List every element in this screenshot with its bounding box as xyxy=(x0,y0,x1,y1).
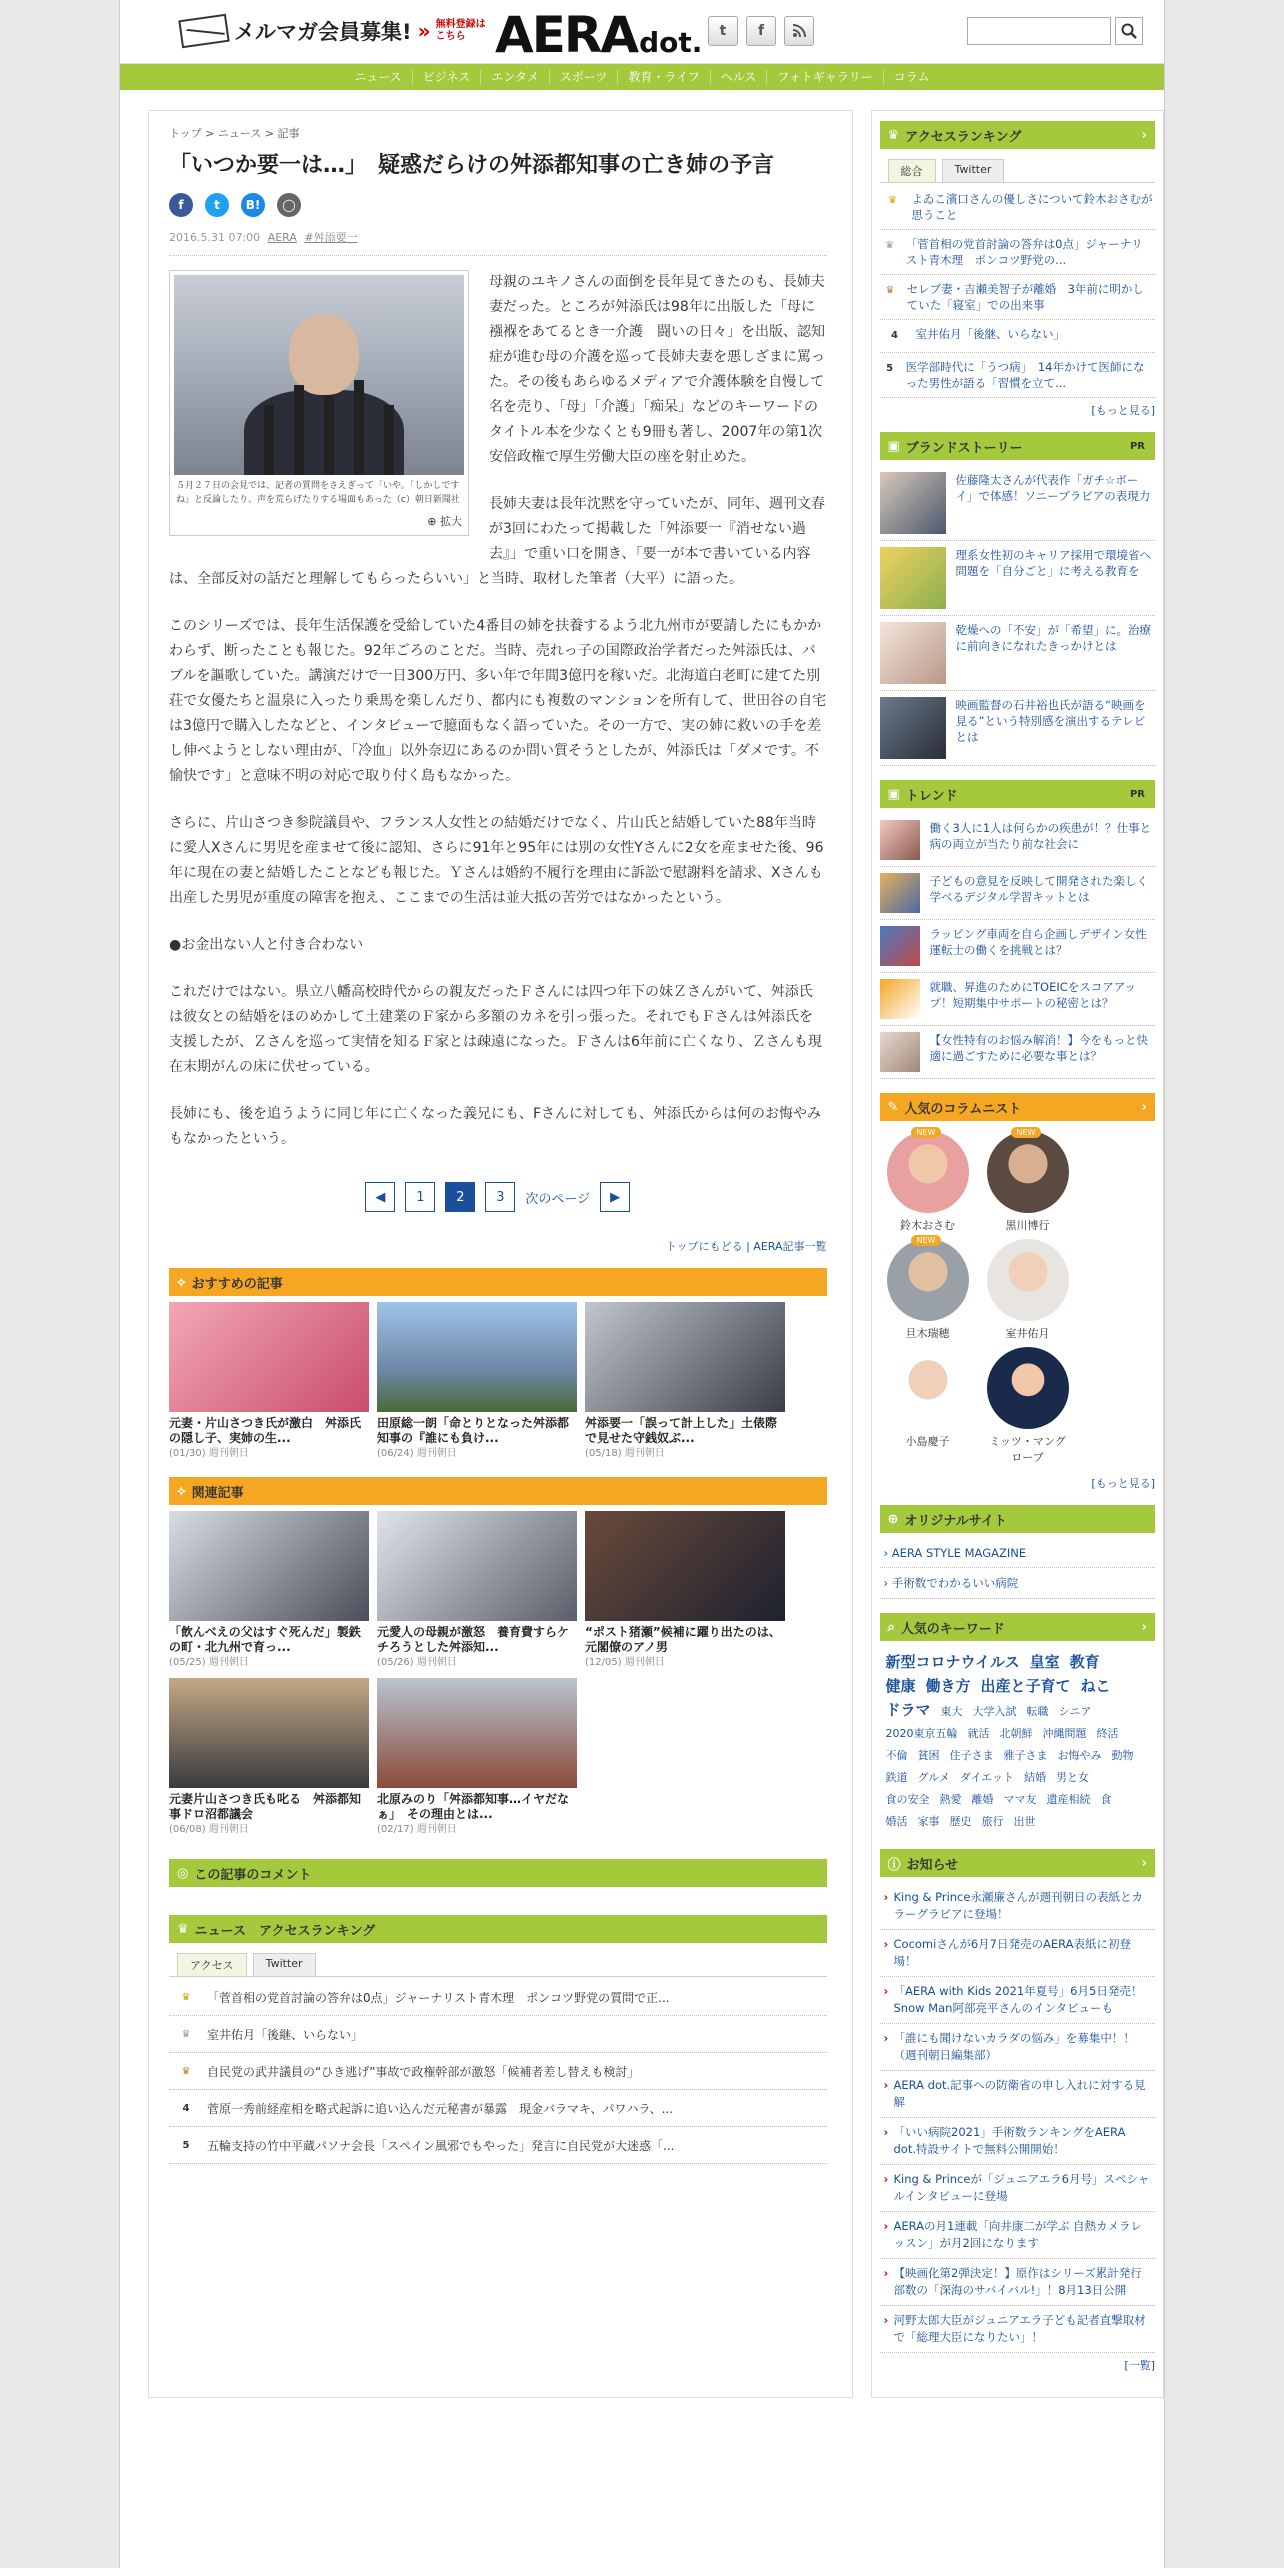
keyword-link[interactable]: 働き方 xyxy=(925,1677,971,1695)
list-item[interactable]: 映画監督の石井裕也氏が語る“映画を見る”という特別感を演出するテレビとは xyxy=(880,691,1156,766)
keyword-link[interactable]: ねこ xyxy=(1080,1677,1111,1695)
page-3[interactable]: 3 xyxy=(485,1182,515,1212)
hatena-share-icon[interactable]: B! xyxy=(241,193,265,217)
twitter-icon[interactable]: t xyxy=(708,16,738,46)
keyword-link[interactable]: ダイエット xyxy=(959,1771,1014,1784)
keyword-link[interactable]: 歴史 xyxy=(949,1815,972,1828)
nav-gallery[interactable]: フォトギャラリー xyxy=(767,70,883,84)
article-title: 「いつか要一は…」 疑惑だらけの舛添都知事の亡き姉の予言 xyxy=(169,153,775,178)
related-card[interactable]: 元愛人の母親が激怒 養育費すらケチろうとした舛添知... (05/26) 週刊朝日 xyxy=(377,1511,577,1670)
nav-business[interactable]: ビジネス xyxy=(413,70,482,84)
recommend-card[interactable]: 舛添要一「誤って計上した」土俵際で見せた守銭奴ぶ... (05/18) 週刊朝日 xyxy=(585,1302,785,1461)
keyword-link[interactable]: 旅行 xyxy=(981,1815,1004,1828)
more-link[interactable]: [もっと見る] xyxy=(1091,404,1155,417)
keyword-link[interactable]: 出産と子育て xyxy=(980,1677,1071,1695)
rank-crown-gold: ♛ xyxy=(887,195,897,206)
nav-entame[interactable]: エンタメ xyxy=(481,70,550,84)
sidebar xyxy=(871,110,1165,2398)
columnist-item[interactable]: NEW 黒川博行 xyxy=(986,1131,1070,1233)
article-paragraph: さらに、片山さつき参院議員や、フランス人女性との結婚だけでなく、片山氏と結婚していた88年当時に愛人Xさんに男児を産ませて後に認知、さらに91年と95年には別の女性Yさんに2女を産ませた後、96年に現在の妻と結婚したことなども報じた。Ｙさんは婚約不履行を理由に訴訟で慰謝料を請求、Xさんも出産した男児が重度の障害を抱え、ここまでの生活は並大抵の苦労ではなかったという。 xyxy=(169,815,824,906)
thumbnail xyxy=(880,820,920,860)
global-nav xyxy=(120,64,1164,90)
mailmag-text: メルマガ会員募集! xyxy=(234,20,412,44)
photo-caption: ５月２７日の会見では、記者の質問をさえぎって「いや。「しかしですね」と反論したり、声を荒らげたりする場面もあった（c）朝日新聞社 xyxy=(176,481,460,505)
keyword-link[interactable]: 北朝鮮 xyxy=(999,1727,1033,1740)
tab-twitter[interactable]: Twitter xyxy=(253,1953,316,1976)
keyword-link[interactable]: 健康 xyxy=(885,1677,916,1695)
thumbnail xyxy=(880,1032,920,1072)
side-ranking-list xyxy=(880,185,1156,398)
tab-twitter[interactable]: Twitter xyxy=(942,159,1005,182)
article-paragraph: 長姉にも、後を追うように同じ年に亡くなった義兄にも、Fさんに対しても、舛添氏からは何のお悔やみもなかったという。 xyxy=(169,1106,822,1147)
related-card[interactable]: 「飲んべえの父はすぐ死んだ」製鉄の町・北九州で育っ... (05/25) 週刊朝日 xyxy=(169,1511,369,1670)
comment-share-icon[interactable]: ◯ xyxy=(277,193,301,217)
recommend-card[interactable]: 元妻・片山さつき氏が激白 舛添氏の隠し子、実姉の生... (01/30) 週刊朝日 xyxy=(169,1302,369,1461)
thumbnail xyxy=(377,1302,577,1412)
keyword-link[interactable]: 動物 xyxy=(1111,1749,1134,1762)
keyword-link[interactable]: 雅子さま xyxy=(1003,1749,1048,1762)
search-input[interactable] xyxy=(967,17,1111,45)
keyword-link[interactable]: 住子さま xyxy=(949,1749,994,1762)
breadcrumb[interactable]: トップ > ニュース > 記事 xyxy=(169,127,300,140)
related-card[interactable]: 北原みのり「舛添都知事…イヤだなぁ」 その理由とは... (02/17) 週刊朝日 xyxy=(377,1678,577,1837)
double-chevron-icon: » xyxy=(417,19,431,43)
avatar xyxy=(987,1347,1069,1429)
keyword-cloud xyxy=(880,1647,1156,1843)
thumbnail xyxy=(880,873,920,913)
news-ranking-list xyxy=(169,1979,827,2164)
article-paragraph: これだけではない。県立八幡高校時代からの親友だったＦさんには四つ年下の妹Ｚさんがいて、舛添氏は彼女との結婚をほのめかして土建業のＦ家から多額のカネを引っ張った。それでもＦさんは舛添氏を支援したが、Ｚさんを巡って実情を知るＦ家とは疎遠になった。Ｆさんは6年前に亡くなり、Ｚさんも現在末期がんの床に伏せっている。 xyxy=(169,984,822,1075)
list-item[interactable]: ラッピング車両を自ら企画しデザイン女性運転士の働くを挑戦とは？ xyxy=(880,920,1156,973)
rss-icon[interactable] xyxy=(784,16,814,46)
thumbnail xyxy=(585,1302,785,1412)
page-1[interactable]: 1 xyxy=(405,1182,435,1212)
keyword-link[interactable]: 結婚 xyxy=(1023,1771,1046,1784)
article-paragraph: このシリーズでは、長年生活保護を受給していた4番目の姉を扶養するよう北九州市が要請したにもかかわらず、断ったことも報じた。92年ごろのことだ。当時、売れっ子の国際政治学者だった舛添氏は、バブルを謳歌していた。講演だけで一日300万円、多い年で年間3億円を稼いだ。北海道白老町に建てた別荘で女優たちと温泉に入ったり乗馬を楽しんだり、都内にも複数のマンションを所有して、世田谷の自宅は3億円で購入したなどと、インタビューで臆面もなく語っていた。その一方で、実の姉に救いの手を差し伸べようとしない理由が、「冷血」以外奈辺にあるのか問い質そうとしたが、舛添氏は「ダメです。不愉快です」と意味不明の対応で取り付く島もなかった。 xyxy=(169,618,827,784)
avatar: NEW xyxy=(987,1131,1069,1213)
news-ranking-header: ♛ ニュース アクセスランキング xyxy=(169,1915,827,1943)
list-item[interactable]: › AERA STYLE MAGAZINE xyxy=(880,1539,1156,1568)
list-item[interactable]: ♛ セレブ妻・吉瀬美智子が離婚 3年前に明かしていた「寝室」での出来事 xyxy=(880,275,1156,320)
envelope-icon xyxy=(178,14,229,48)
avatar: NEW xyxy=(887,1131,969,1213)
keyword-link[interactable]: 教育 xyxy=(1069,1653,1100,1671)
nav-sports[interactable]: スポーツ xyxy=(550,70,619,84)
thumbnail xyxy=(880,697,946,759)
keyword-link[interactable]: 2020東京五輪 xyxy=(885,1727,958,1740)
keyword-link[interactable]: 新型コロナウイルス xyxy=(885,1653,1020,1671)
list-item[interactable]: ♛ 「菅首相の党首討論の答弁は0点」ジャーナリスト青木理 ポンコツ野党の質問で正... xyxy=(169,1979,827,2016)
related-grid xyxy=(169,1511,827,1837)
article-photo[interactable] xyxy=(169,270,469,536)
list-item[interactable]: 働く3人に1人は何らかの疾患が！？仕事と病の両立が当たり前な社会に xyxy=(880,814,1156,867)
article-tag[interactable]: #舛添要一 xyxy=(304,231,358,244)
pagination xyxy=(169,1182,827,1212)
keyword-link[interactable]: 終活 xyxy=(1096,1727,1119,1740)
comments-header: ◎ この記事のコメント xyxy=(169,1859,827,1887)
original-site-header: ⊕ オリジナルサイト xyxy=(880,1505,1156,1533)
list-item[interactable]: › King & Princeが「ジュニアエラ6月号」スペシャルインタビューに登場 xyxy=(880,2165,1156,2212)
site-logo[interactable]: AERA dot. xyxy=(495,6,703,64)
keyword-link[interactable]: グルメ xyxy=(917,1771,950,1784)
thumbnail xyxy=(880,472,946,534)
list-item[interactable]: › Cocomiさんが6月7日発売のAERA表紙に初登場！ xyxy=(880,1930,1156,1977)
list-item[interactable]: ♛ 自民党の武井議員の“ひき逃げ”事故で政権幹部が激怒「候補者差し替えも検討」 xyxy=(169,2053,827,2090)
list-item[interactable]: › 「AERA with Kids 2021年夏号」6月5日発売！Snow Man阿部亮平さんのインタビューも xyxy=(880,1977,1156,2024)
list-item[interactable]: › AERA dot.記事への防衛省の申し入れに対する見解 xyxy=(880,2071,1156,2118)
list-item[interactable]: 佐藤隆太さんが代表作「ガチ☆ボーイ」で体感！ソニーブラビアの表現力 xyxy=(880,466,1156,541)
nav-education[interactable]: 教育・ライフ xyxy=(618,70,710,84)
page xyxy=(119,0,1165,2568)
keyword-link[interactable]: 離婚 xyxy=(971,1793,994,1806)
side-ranking-header[interactable]: ♛ アクセスランキング › xyxy=(880,121,1156,149)
thumbnail xyxy=(585,1511,785,1621)
list-item[interactable]: 子どもの意見を反映して開発された楽しく学べるデジタル学習キットとは xyxy=(880,867,1156,920)
keyword-link[interactable]: 沖縄問題 xyxy=(1042,1727,1087,1740)
recommend-grid xyxy=(169,1302,827,1461)
avatar xyxy=(887,1347,969,1429)
share-buttons xyxy=(169,193,827,217)
list-item[interactable]: 乾燥への「不安」が「希望」に。治療に前向きになれたきっかけとは xyxy=(880,616,1156,691)
article-paragraph: 母親のユキノさんの面倒を長年見てきたのも、長姉夫妻だった。ところが舛添氏は98年に出版した「母に襁褓をあてるとき一介護 闘いの日々」を出版、認知症が進む母の介護を巡って長姉夫妻を悪しざまに罵った。その後もあらゆるメディアで介護体験を自慢して名を売り、「母」「介護」「痴呆」などのキーワードのタイトル本を少なくとも9冊も著し、2007年の第1次安倍政権で厚生労働大臣の座を射止めた。 xyxy=(489,274,825,465)
nav-column[interactable]: コラム xyxy=(893,70,930,84)
thumbnail xyxy=(169,1678,369,1788)
columnist-item[interactable]: 室井佑月 xyxy=(986,1239,1070,1341)
columnist-header[interactable]: ✎ 人気のコラムニスト › xyxy=(880,1093,1156,1121)
mailmag-banner[interactable] xyxy=(180,16,486,46)
columnist-item[interactable]: NEW 旦木瑞穂 xyxy=(886,1239,970,1341)
mailmag-sub: 無料登録は こちら xyxy=(435,19,486,42)
facebook-icon[interactable]: f xyxy=(746,16,776,46)
chevron-right-icon: › xyxy=(1141,1099,1147,1115)
keyword-link[interactable]: ドラマ xyxy=(885,1701,931,1719)
related-card[interactable]: 元妻片山さつき氏も叱る 舛添都知事ドロ沼都議会 (06/08) 週刊朝日 xyxy=(169,1678,369,1837)
back-links[interactable]: トップにもどる | AERA記事一覧 xyxy=(665,1240,827,1253)
thumbnail xyxy=(377,1511,577,1621)
brand-story-list xyxy=(880,466,1163,766)
article-subheading: ●お金出ない人と付き合わない xyxy=(169,937,364,953)
rank-crown-bronze: ♛ xyxy=(181,2065,191,2077)
keyword-link[interactable]: 婚活 xyxy=(885,1815,908,1828)
keyword-link[interactable]: 遺産相続 xyxy=(1046,1793,1091,1806)
page-2[interactable]: 2 xyxy=(445,1182,475,1212)
keyword-link[interactable]: 鉄道 xyxy=(885,1771,908,1784)
keyword-link[interactable]: 食の安全 xyxy=(885,1793,930,1806)
chevron-right-icon: › xyxy=(1141,1855,1147,1871)
keyword-link[interactable]: 東大 xyxy=(940,1705,963,1718)
columnist-item[interactable]: 小島慶子 xyxy=(886,1347,970,1465)
social-links xyxy=(708,16,814,46)
more-link[interactable]: [一覧] xyxy=(1124,2359,1155,2372)
prev-page-button[interactable]: ◀ xyxy=(365,1182,395,1212)
rank-crown-silver: ♛ xyxy=(181,2028,191,2040)
person-icon: ▣ xyxy=(887,438,900,454)
side-ranking-tabs xyxy=(880,155,1156,183)
keyword-link[interactable]: 男と女 xyxy=(1055,1771,1089,1784)
chevron-right-icon: › xyxy=(1141,127,1147,143)
article-meta xyxy=(169,229,827,256)
comment-icon: ◎ xyxy=(177,1865,189,1881)
crown-icon: ♛ xyxy=(887,127,900,143)
keyword-link[interactable]: 出世 xyxy=(1013,1815,1036,1828)
list-item[interactable]: › 河野太郎大臣がジュニアエラ子ども記者直撃取材で「総理大臣になりたい」！ xyxy=(880,2306,1156,2353)
thumbnail xyxy=(880,622,946,684)
keyword-link[interactable]: 皇室 xyxy=(1029,1653,1060,1671)
thumbnail xyxy=(169,1302,369,1412)
columnist-item[interactable]: ミッツ・マングローブ xyxy=(986,1347,1070,1465)
list-item[interactable]: 理系女性初のキャリア採用で環境省へ 問題を「自分ごと」に考える教育を xyxy=(880,541,1156,616)
rank-number: 4 xyxy=(182,2102,190,2114)
article-source[interactable]: AERA xyxy=(267,231,297,244)
search-box xyxy=(967,17,1143,45)
tab-access[interactable]: アクセス xyxy=(177,1953,247,1976)
globe-icon: ⊕ xyxy=(887,1511,899,1527)
rank-number: 5 xyxy=(886,363,894,374)
keyword-link[interactable]: 転職 xyxy=(1026,1705,1049,1718)
main-column xyxy=(148,110,853,2398)
pen-icon: ✎ xyxy=(887,1099,899,1115)
news-ranking-tabs xyxy=(169,1949,827,1977)
share-nodes-icon: ⟡ xyxy=(177,1483,186,1499)
columnist-grid xyxy=(880,1127,1156,1469)
keyword-link[interactable]: 貧困 xyxy=(917,1749,940,1762)
thumbnail xyxy=(880,547,946,609)
list-item[interactable]: › 【映画化第2弾決定！】原作はシリーズ累計発行部数の「深海のサバイバル!」！8月13日公開 xyxy=(880,2259,1156,2306)
rank-crown-bronze: ♛ xyxy=(885,285,895,296)
keyword-link[interactable]: 熱愛 xyxy=(939,1793,962,1806)
keyword-link[interactable]: 食 xyxy=(1100,1793,1112,1806)
nav-news[interactable]: ニュース xyxy=(344,70,412,84)
tab-overall[interactable]: 総合 xyxy=(888,159,936,182)
search-button[interactable] xyxy=(1115,17,1143,45)
facebook-share-icon[interactable]: f xyxy=(169,193,193,217)
list-item[interactable]: 【女性特有のお悩み解消！】今をもっと快適に過ごすために必要な事とは？ xyxy=(880,1026,1156,1079)
next-page-button[interactable]: ▶ xyxy=(600,1182,630,1212)
article-paragraph: 長姉夫妻は長年沈黙を守っていたが、同年、週刊文春が3回にわたって掲載した「舛添要一『消せない過去』」で重い口を開き、「要一が本で書いている内容は、全部反対の話だと理解してもらったらいい」と当時、取材した筆者（大平）に語った。 xyxy=(169,496,825,587)
site-header xyxy=(120,0,1164,64)
keyword-link[interactable]: お悔やみ xyxy=(1057,1749,1102,1762)
recommend-header: ⟡ おすすめの記事 xyxy=(169,1268,827,1296)
list-item[interactable]: › 「いい病院2021」手術数ランキングをAERA dot.特設サイトで無料公開開始！ xyxy=(880,2118,1156,2165)
thumbnail xyxy=(880,926,920,966)
list-item[interactable]: 4 室井佑月「後継、いらない」 xyxy=(880,320,1156,353)
thumbnail xyxy=(169,1511,369,1621)
list-item[interactable]: › 「誰にも聞けないカラダの悩み」を募集中！！（週刊朝日編集部） xyxy=(880,2024,1156,2071)
rank-crown-gold: ♛ xyxy=(181,1991,191,2003)
trend-list xyxy=(880,814,1156,1079)
nav-health[interactable]: ヘルス xyxy=(711,70,768,84)
article-date: 2016.5.31 07:00 xyxy=(169,231,261,244)
share-nodes-icon: ⟡ xyxy=(177,1274,186,1290)
list-item[interactable]: 4 菅原一秀前経産相を略式起訴に追い込んだ元秘書が暴露 現金バラマキ、パワハラ、... xyxy=(169,2090,827,2127)
brand-story-header: ▣ ブランドストーリー PR xyxy=(880,432,1156,460)
search-icon: ⌕ xyxy=(887,1619,895,1635)
rank-crown-silver: ♛ xyxy=(885,240,895,251)
chevron-right-icon: › xyxy=(1141,1619,1147,1635)
list-item[interactable]: › 手術数でわかるいい病院 xyxy=(880,1568,1156,1599)
related-header: ⟡ 関連記事 xyxy=(169,1477,827,1505)
list-item[interactable]: ♛ 室井佑月「後継、いらない」 xyxy=(169,2016,827,2053)
list-item[interactable]: 就職、昇進のためにTOEICをスコアアップ！短期集中サポートの秘密とは？ xyxy=(880,973,1156,1026)
list-item[interactable]: ♛ 「菅首相の党首討論の答弁は0点」ジャーナリスト青木理 ポンコツ野党の... xyxy=(880,230,1156,275)
recommend-card[interactable]: 田原総一朗「命とりとなった舛添都知事の『誰にも負け... (06/24) 週刊朝日 xyxy=(377,1302,577,1461)
notice-list xyxy=(880,1883,1156,2353)
columnist-item[interactable]: NEW 鈴木おさむ xyxy=(886,1131,970,1233)
keyword-link[interactable]: 不倫 xyxy=(885,1749,908,1762)
twitter-share-icon[interactable]: t xyxy=(205,193,229,217)
thumbnail xyxy=(377,1678,577,1788)
rank-number: 4 xyxy=(891,330,898,341)
notice-header[interactable]: ⓘ お知らせ › xyxy=(880,1849,1156,1877)
keyword-link[interactable]: シニア xyxy=(1058,1705,1092,1718)
list-item[interactable]: › King & Prince永瀬廉さんが週刊朝日の表紙とカラーグラビアに登場！ xyxy=(880,1883,1156,1930)
list-item[interactable]: 5 医学部時代に「うつ病」 14年かけて医師になった男性が語る「習慣を立て... xyxy=(880,353,1156,398)
photo-image xyxy=(174,275,464,475)
thumbnail xyxy=(880,979,920,1019)
keyword-link[interactable]: 家事 xyxy=(917,1815,940,1828)
more-link[interactable]: [もっと見る] xyxy=(1091,1477,1155,1490)
keyword-header[interactable]: ⌕ 人気のキーワード › xyxy=(880,1613,1156,1641)
list-item[interactable]: › AERAの月1連載「向井康二が学ぶ 自熱カメラレッスン」が月2回になります xyxy=(880,2212,1156,2259)
next-page-link[interactable]: 次のページ xyxy=(525,1191,591,1207)
rank-number: 5 xyxy=(182,2139,190,2151)
original-site-list xyxy=(880,1539,1156,1599)
avatar xyxy=(987,1239,1069,1321)
info-icon: ⓘ xyxy=(887,1857,901,1873)
trend-header: ▣ トレンド PR xyxy=(880,780,1156,808)
related-card[interactable]: “ポスト猪瀬”候補に躍り出たのは、元閣僚のアノ男 (12/05) 週刊朝日 xyxy=(585,1511,785,1670)
person-icon: ▣ xyxy=(887,786,900,802)
list-item[interactable]: 5 五輪支持の竹中平蔵パソナ会長「スペイン風邪でもやった」発言に自民党が大迷惑「... xyxy=(169,2127,827,2164)
search-icon xyxy=(1121,23,1137,39)
list-item[interactable]: ♛ よゐこ濱口さんの優しさについて鈴木おさむが思うこと xyxy=(880,185,1156,230)
avatar: NEW xyxy=(887,1239,969,1321)
keyword-link[interactable]: 大学入試 xyxy=(972,1705,1017,1718)
zoom-link[interactable]: ⊕ 拡大 xyxy=(427,515,462,528)
keyword-link[interactable]: 就活 xyxy=(967,1727,990,1740)
crown-icon: ♛ xyxy=(177,1921,189,1937)
keyword-link[interactable]: ママ友 xyxy=(1003,1793,1037,1806)
